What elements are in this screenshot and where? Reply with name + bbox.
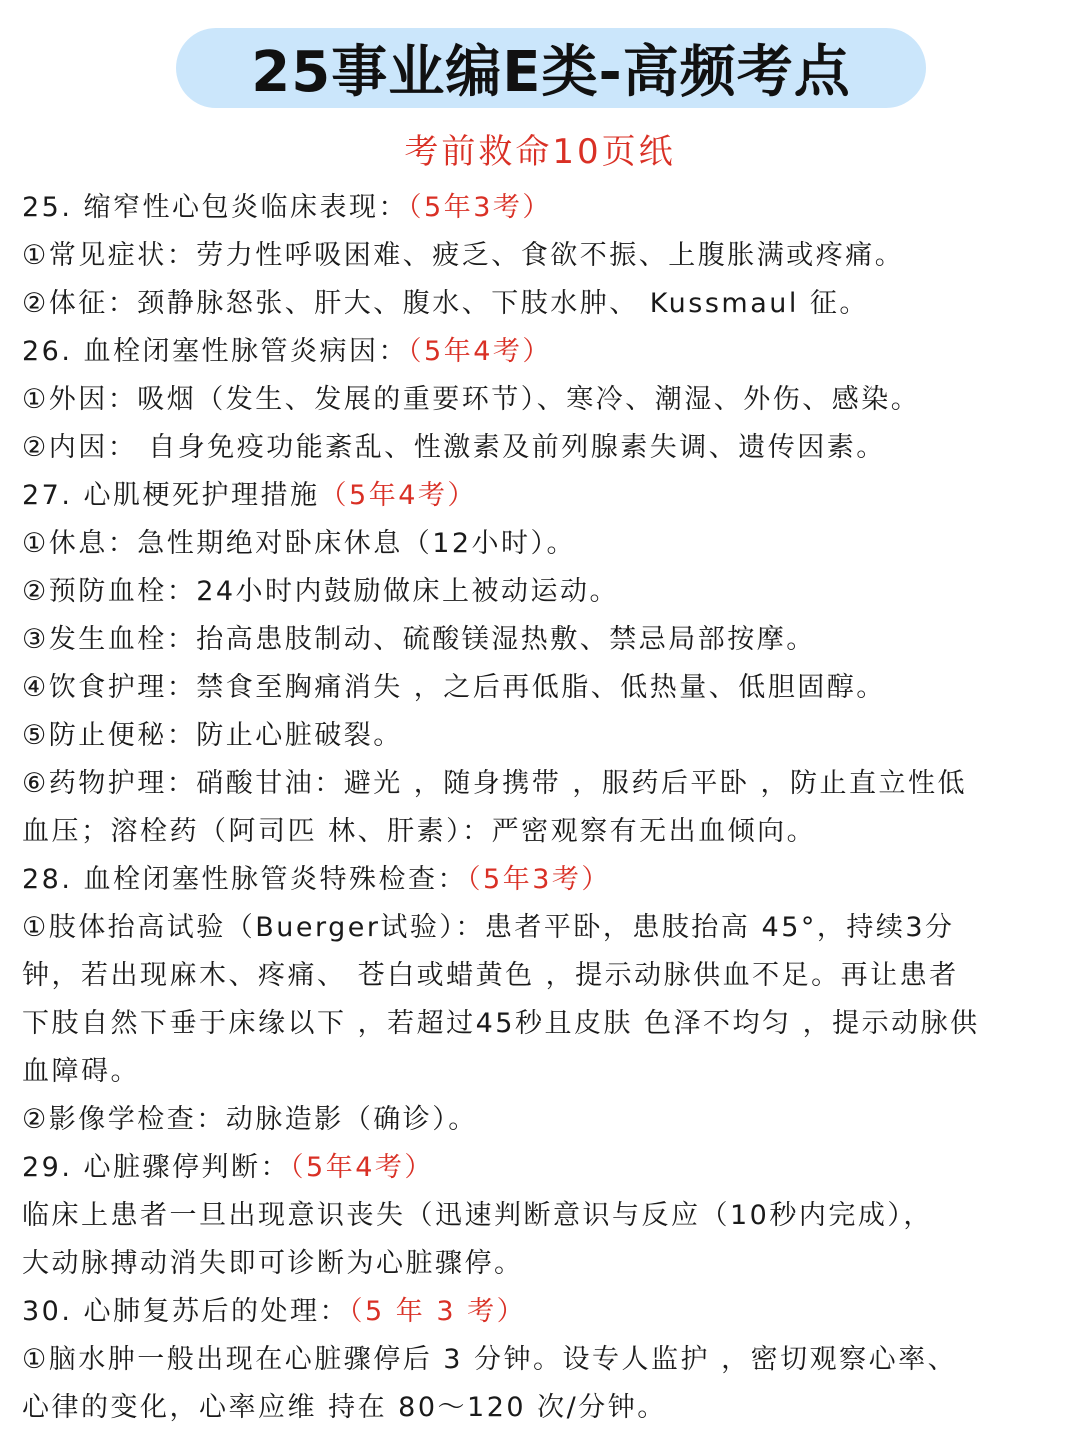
list-item: 钟，若出现麻木、疼痛、 苍白或蜡黄色 ，提示动脉供血不足。再让患者 <box>22 960 959 991</box>
exam-frequency-tag: （5年4考） <box>290 1152 434 1183</box>
notes-content <box>22 184 1062 1432</box>
list-item: ①肢体抬高试验（Buerger试验）：患者平卧，患肢抬高 45°，持续3分 <box>22 912 955 943</box>
list-item: ②体征：颈静脉怒张、肝大、腹水、下肢水肿、 Kussmaul 征。 <box>22 288 869 319</box>
section-heading-28 <box>22 856 1062 904</box>
page-title: 25事业编E类-高频考点 <box>251 40 851 105</box>
heading-text: 28. 血栓闭塞性脉管炎特殊检查： <box>22 864 468 895</box>
list-item: 心律的变化，心率应维 持在 80～120 次/分钟。 <box>22 1392 667 1423</box>
list-item: ①常见症状：劳力性呼吸困难、疲乏、食欲不振、上腹胀满或疼痛。 <box>22 240 905 271</box>
list-item: ②内因： 自身免疫功能紊乱、性激素及前列腺素失调、遗传因素。 <box>22 432 886 463</box>
heading-text: 29. 心脏骤停判断： <box>22 1152 291 1183</box>
section-heading-26 <box>22 328 1062 376</box>
list-item: ③发生血栓：抬高患肢制动、硫酸镁湿热敷、禁忌局部按摩。 <box>22 624 816 655</box>
list-item: ④饮食护理：禁食至胸痛消失 ，之后再低脂、低热量、低胆固醇。 <box>22 672 886 703</box>
list-item: 下肢自然下垂于床缘以下 ，若超过45秒且皮肤 色泽不均匀 ，提示动脉供 <box>22 1008 980 1039</box>
exam-frequency-tag: （5年3考） <box>408 192 552 223</box>
list-item: ②影像学检查：动脉造影（确诊）。 <box>22 1104 478 1135</box>
list-item: 临床上患者一旦出现意识丧失（迅速判断意识与反应（10秒内完成）， <box>22 1200 933 1231</box>
list-item: ②预防血栓：24小时内鼓励做床上被动运动。 <box>22 576 620 607</box>
page-subtitle: 考前救命10页纸 <box>404 132 676 172</box>
list-item: 血障碍。 <box>22 1056 140 1087</box>
title-banner <box>176 28 926 108</box>
list-item: ⑤防止便秘：防止心脏破裂。 <box>22 720 403 751</box>
list-item: 血压；溶栓药（阿司匹 林、肝素）：严密观察有无出血倾向。 <box>22 816 817 847</box>
heading-text: 26. 血栓闭塞性脉管炎病因： <box>22 336 409 367</box>
heading-text: 27. 心肌梗死护理措施 <box>22 480 320 511</box>
list-item: 大动脉搏动消失即可诊断为心脏骤停。 <box>22 1248 524 1279</box>
exam-frequency-tag: （5 年 3 考） <box>349 1296 527 1327</box>
heading-text: 30. 心肺复苏后的处理： <box>22 1296 350 1327</box>
exam-frequency-tag: （5年4考） <box>408 336 552 367</box>
list-item: ①外因：吸烟（发生、发展的重要环节）、寒冷、潮湿、外伤、感染。 <box>22 384 921 415</box>
exam-frequency-tag: （5年4考） <box>319 480 477 511</box>
list-item: ①脑水肿一般出现在心脏骤停后 3 分钟。设专人监护 ，密切观察心率、 <box>22 1344 958 1375</box>
section-heading-27 <box>22 472 1062 520</box>
list-item: ⑥药物护理：硝酸甘油：避光 ，随身携带 ，服药后平卧 ，防止直立性低 <box>22 768 967 799</box>
exam-frequency-tag: （5年3考） <box>467 864 611 895</box>
section-heading-25 <box>22 184 1062 232</box>
section-heading-30 <box>22 1288 1062 1336</box>
list-item: ①休息：急性期绝对卧床休息（12小时）。 <box>22 528 577 559</box>
section-heading-29 <box>22 1144 1062 1192</box>
heading-text: 25. 缩窄性心包炎临床表现： <box>22 192 409 223</box>
